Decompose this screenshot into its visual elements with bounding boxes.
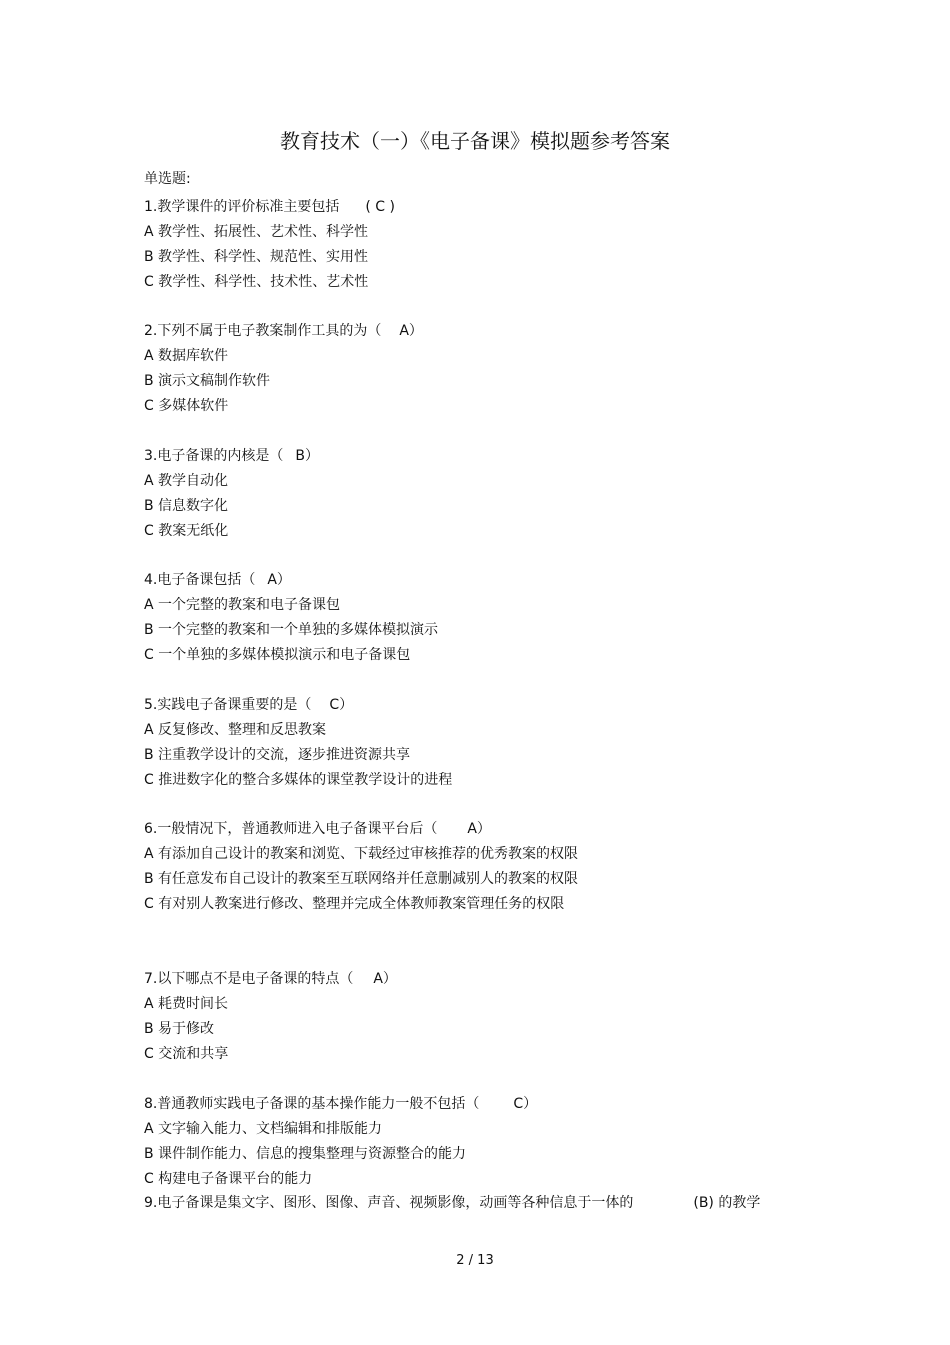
question-stem: 8.普通教师实践电子备课的基本操作能力一般不包括（ C） [144,1096,538,1112]
question-stem: 2.下列不属于电子教案制作工具的为（ A） [144,323,423,339]
option-a: A 反复修改、整理和反思教案 [144,722,327,738]
option-b: B 易于修改 [144,1021,215,1037]
document-title: 教育技术（一）《电子备课》模拟题参考答案 [280,129,670,153]
option-a: A 有添加自己设计的教案和浏览、下载经过审核推荐的优秀教案的权限 [144,846,579,862]
option-b: B 教学性、科学性、规范性、实用性 [144,249,369,265]
answer: A） [467,821,491,837]
answer: A） [267,572,291,588]
question-stem: 1.教学课件的评价标准主要包括 ( C ) [144,199,395,215]
option-b: B 课件制作能力、信息的搜集整理与资源整合的能力 [144,1146,467,1162]
section-label: 单选题: [144,171,191,187]
question-stem: 3.电子备课的内核是（ B） [144,448,319,464]
question-stem: 9.电子备课是集文字、图形、图像、声音、视频影像，动画等各种信息于一体的 (B) 的教学 [144,1195,761,1211]
question-stem: 4.电子备课包括（ A） [144,572,291,588]
option-c: C 有对别人教案进行修改、整理并完成全体教师教案管理任务的权限 [144,896,565,912]
question-7 [144,969,824,1069]
option-a: A 耗费时间长 [144,996,229,1012]
option-c: C 交流和共享 [144,1046,229,1062]
question-stem: 6.一般情况下，普通教师进入电子备课平台后（ A） [144,821,491,837]
option-a: A 教学自动化 [144,473,229,489]
answer: B） [295,448,319,464]
option-c: C 多媒体软件 [144,398,229,414]
question-9 [144,1193,824,1218]
page-number: 2 / 13 [456,1253,494,1268]
option-c: C 教案无纸化 [144,523,229,539]
question-8 [144,1094,824,1194]
option-b: B 注重教学设计的交流，逐步推进资源共享 [144,747,411,763]
option-a: A 数据库软件 [144,348,229,364]
option-c: C 构建电子备课平台的能力 [144,1171,313,1187]
question-5 [144,695,824,795]
question-2 [144,321,824,421]
answer: C） [513,1096,538,1112]
option-a: A 教学性、拓展性、艺术性、科学性 [144,224,369,240]
answer: ( C ) [365,199,395,215]
option-b: B 一个完整的教案和一个单独的多媒体模拟演示 [144,622,439,638]
option-a: A 文字输入能力、文档编辑和排版能力 [144,1121,383,1137]
answer: A） [373,971,397,987]
question-stem: 5.实践电子备课重要的是（ C） [144,697,354,713]
option-c: C 推进数字化的整合多媒体的课堂教学设计的进程 [144,772,453,788]
question-4 [144,570,824,670]
option-b: B 演示文稿制作软件 [144,373,271,389]
option-c: C 一个单独的多媒体模拟演示和电子备课包 [144,647,411,663]
question-1 [144,197,824,297]
question-6 [144,819,824,919]
answer: (B) 的教学 [693,1195,761,1211]
option-b: B 信息数字化 [144,498,229,514]
option-c: C 教学性、科学性、技术性、艺术性 [144,274,369,290]
answer: A） [399,323,423,339]
question-3 [144,446,824,546]
answer: C） [329,697,354,713]
option-b: B 有任意发布自己设计的教案至互联网络并任意删减别人的教案的权限 [144,871,579,887]
question-stem: 7.以下哪点不是电子备课的特点（ A） [144,971,397,987]
option-a: A 一个完整的教案和电子备课包 [144,597,341,613]
